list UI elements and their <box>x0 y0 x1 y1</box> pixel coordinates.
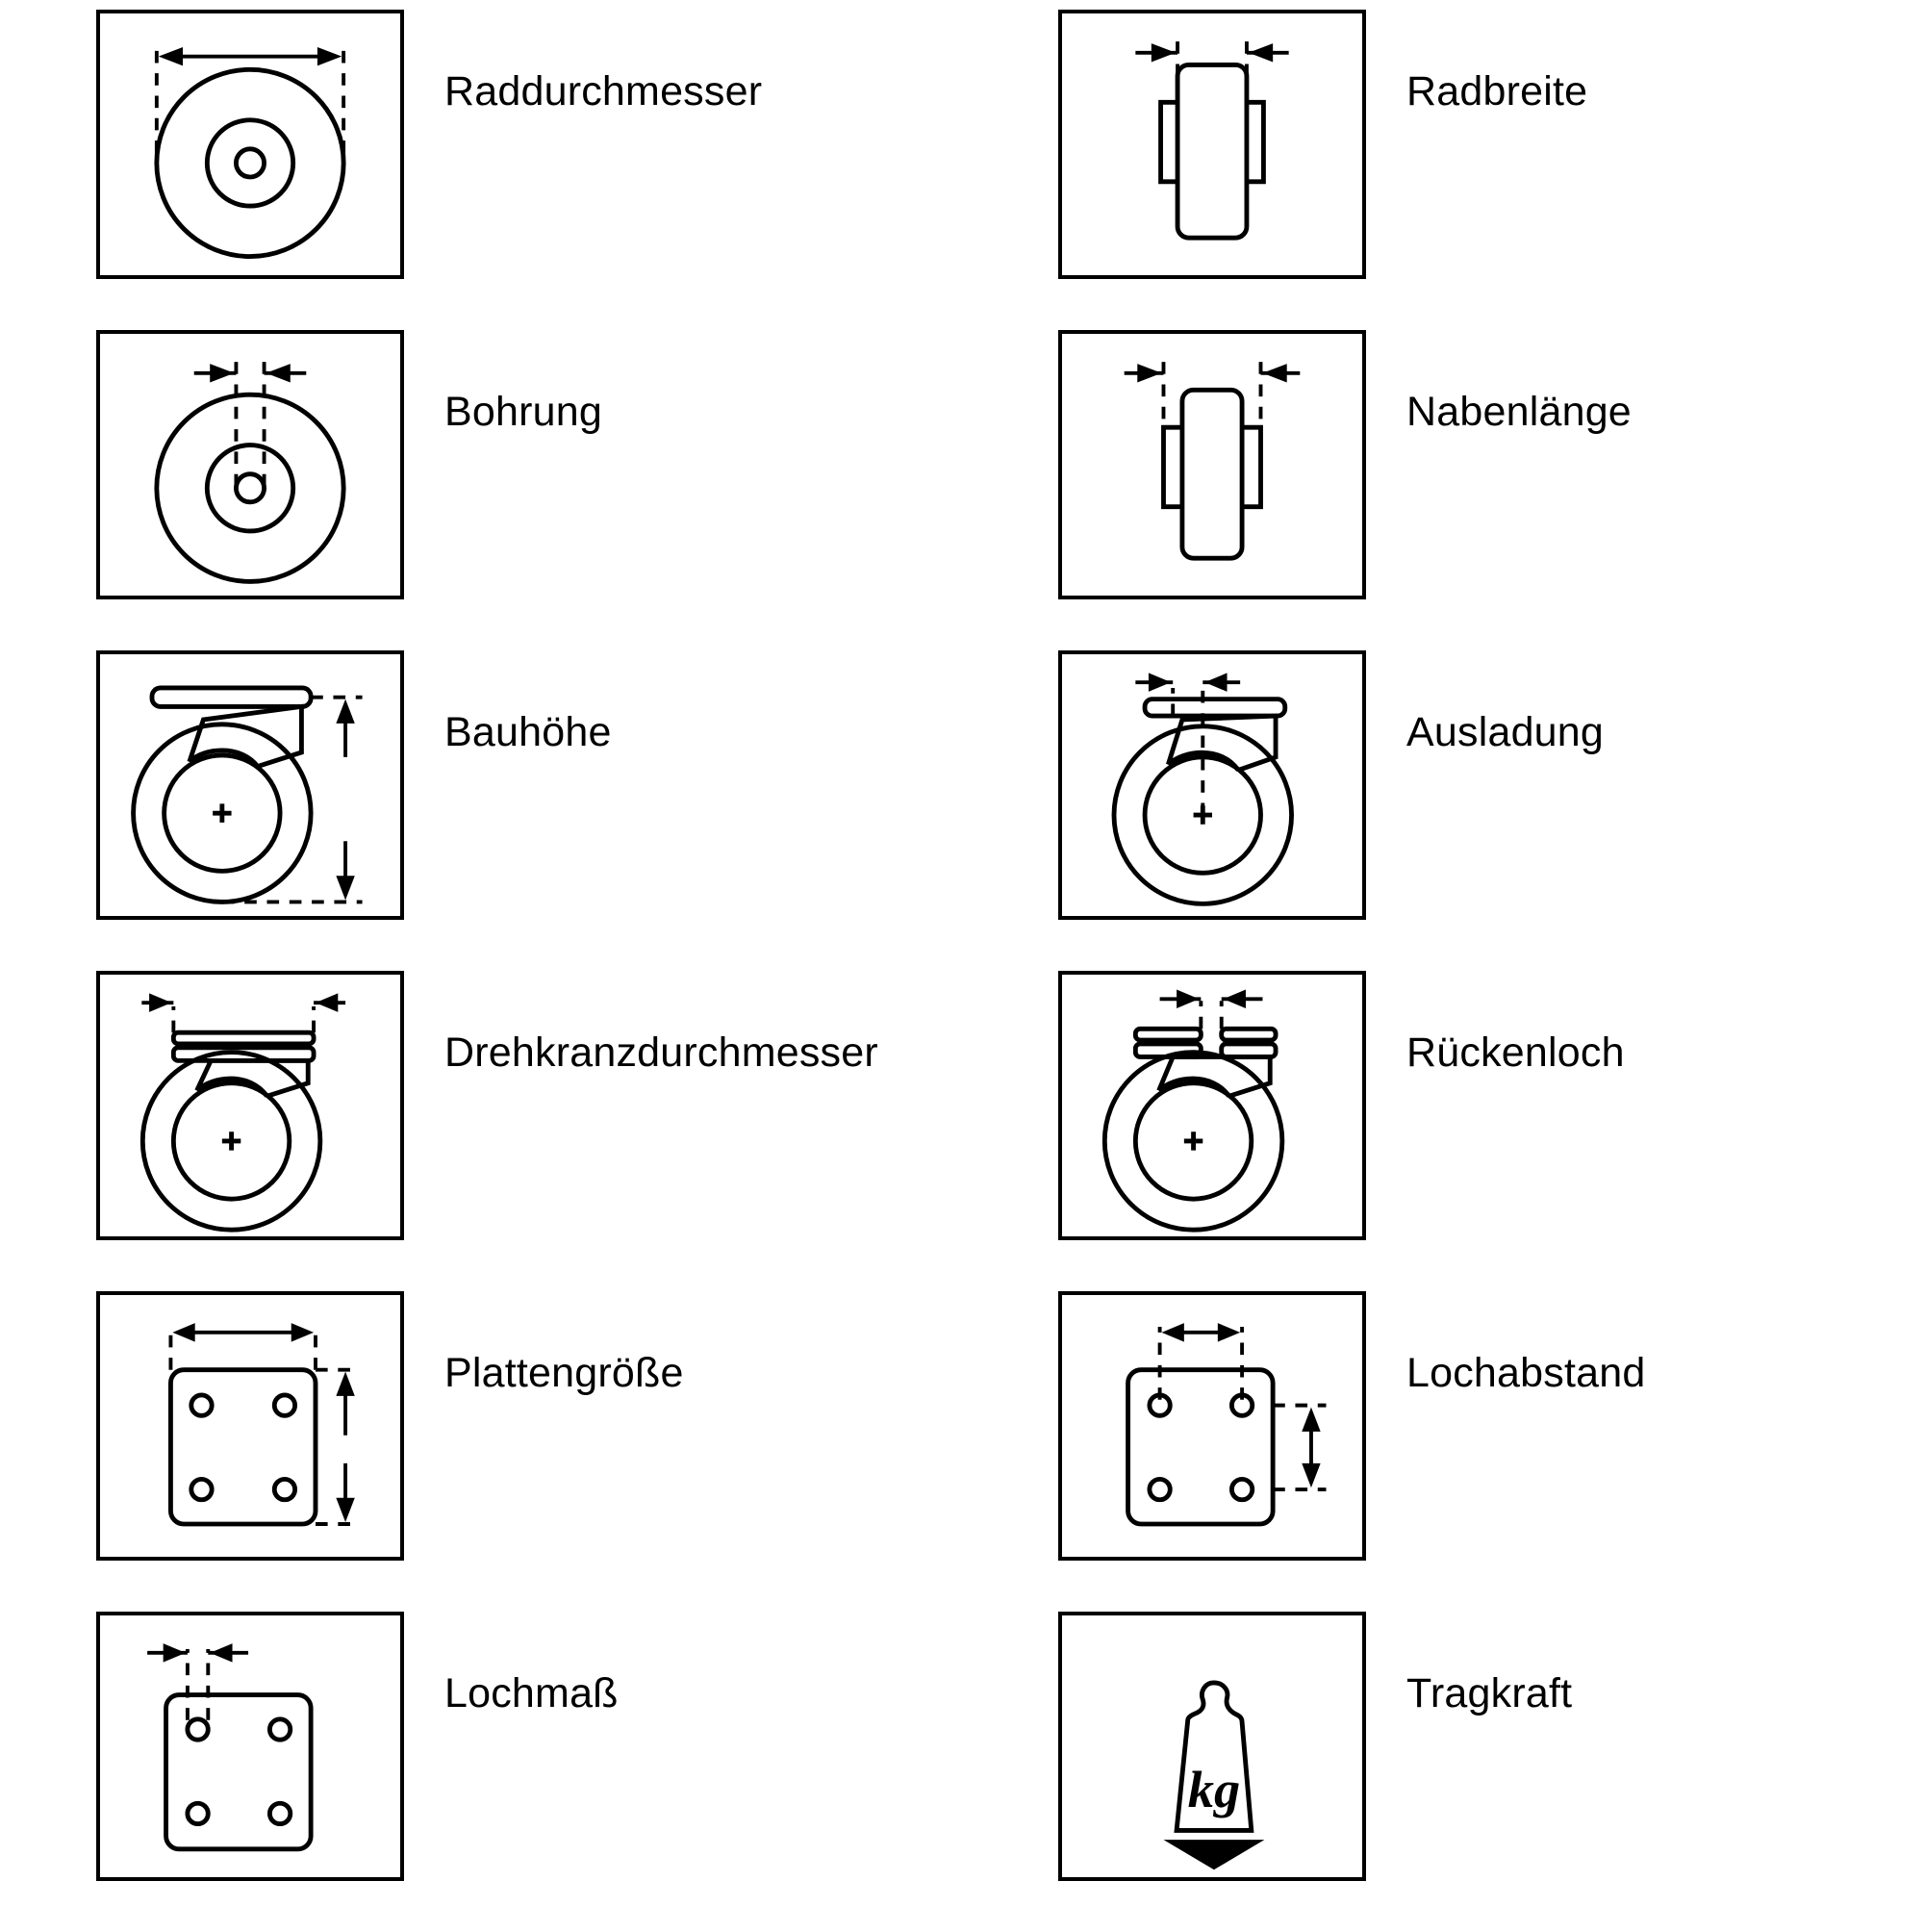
caster-bolt-hole-icon <box>1058 971 1366 1240</box>
legend-item-nabenlaenge <box>962 330 1924 650</box>
legend-label: Nabenlänge <box>1406 389 1632 435</box>
legend-item-bauhoehe <box>0 650 962 971</box>
legend-item-lochmass <box>0 1612 962 1932</box>
plate-hole-measure-icon <box>96 1612 404 1881</box>
legend-label: Radbreite <box>1406 68 1588 114</box>
plate-hole-spacing-icon <box>1058 1291 1366 1561</box>
legend-item-rueckenloch <box>962 971 1924 1291</box>
legend-label: Bauhöhe <box>444 709 612 755</box>
legend-label: Lochabstand <box>1406 1350 1646 1396</box>
load-capacity-weight-icon <box>1058 1612 1366 1881</box>
caster-overall-height-icon <box>96 650 404 920</box>
legend-item-plattengroesse <box>0 1291 962 1612</box>
caster-offset-icon <box>1058 650 1366 920</box>
legend-label: Drehkranzdurchmesser <box>444 1030 878 1076</box>
wheel-side-width-icon <box>1058 10 1366 279</box>
wheel-front-bore-icon <box>96 330 404 599</box>
legend-item-bohrung <box>0 330 962 650</box>
top-plate-size-icon <box>96 1291 404 1561</box>
kg-unit-text: kg <box>1187 1761 1241 1819</box>
legend-label: Plattengröße <box>444 1350 684 1396</box>
legend-label: Lochmaß <box>444 1670 619 1716</box>
legend-item-tragkraft <box>962 1612 1924 1932</box>
legend-label: Rückenloch <box>1406 1030 1625 1076</box>
caster-swivel-ring-diameter-icon <box>96 971 404 1240</box>
wheel-side-hub-length-icon <box>1058 330 1366 599</box>
legend-label: Ausladung <box>1406 709 1605 755</box>
legend-label: Bohrung <box>444 389 602 435</box>
wheel-front-diameter-icon <box>96 10 404 279</box>
legend-label: Raddurchmesser <box>444 68 763 114</box>
legend-item-lochabstand <box>962 1291 1924 1612</box>
legend-label: Tragkraft <box>1406 1670 1573 1716</box>
legend-item-raddurchmesser <box>0 10 962 330</box>
legend-item-drehkranzdurchmesser <box>0 971 962 1291</box>
legend-item-ausladung <box>962 650 1924 971</box>
legend-item-radbreite <box>962 10 1924 330</box>
